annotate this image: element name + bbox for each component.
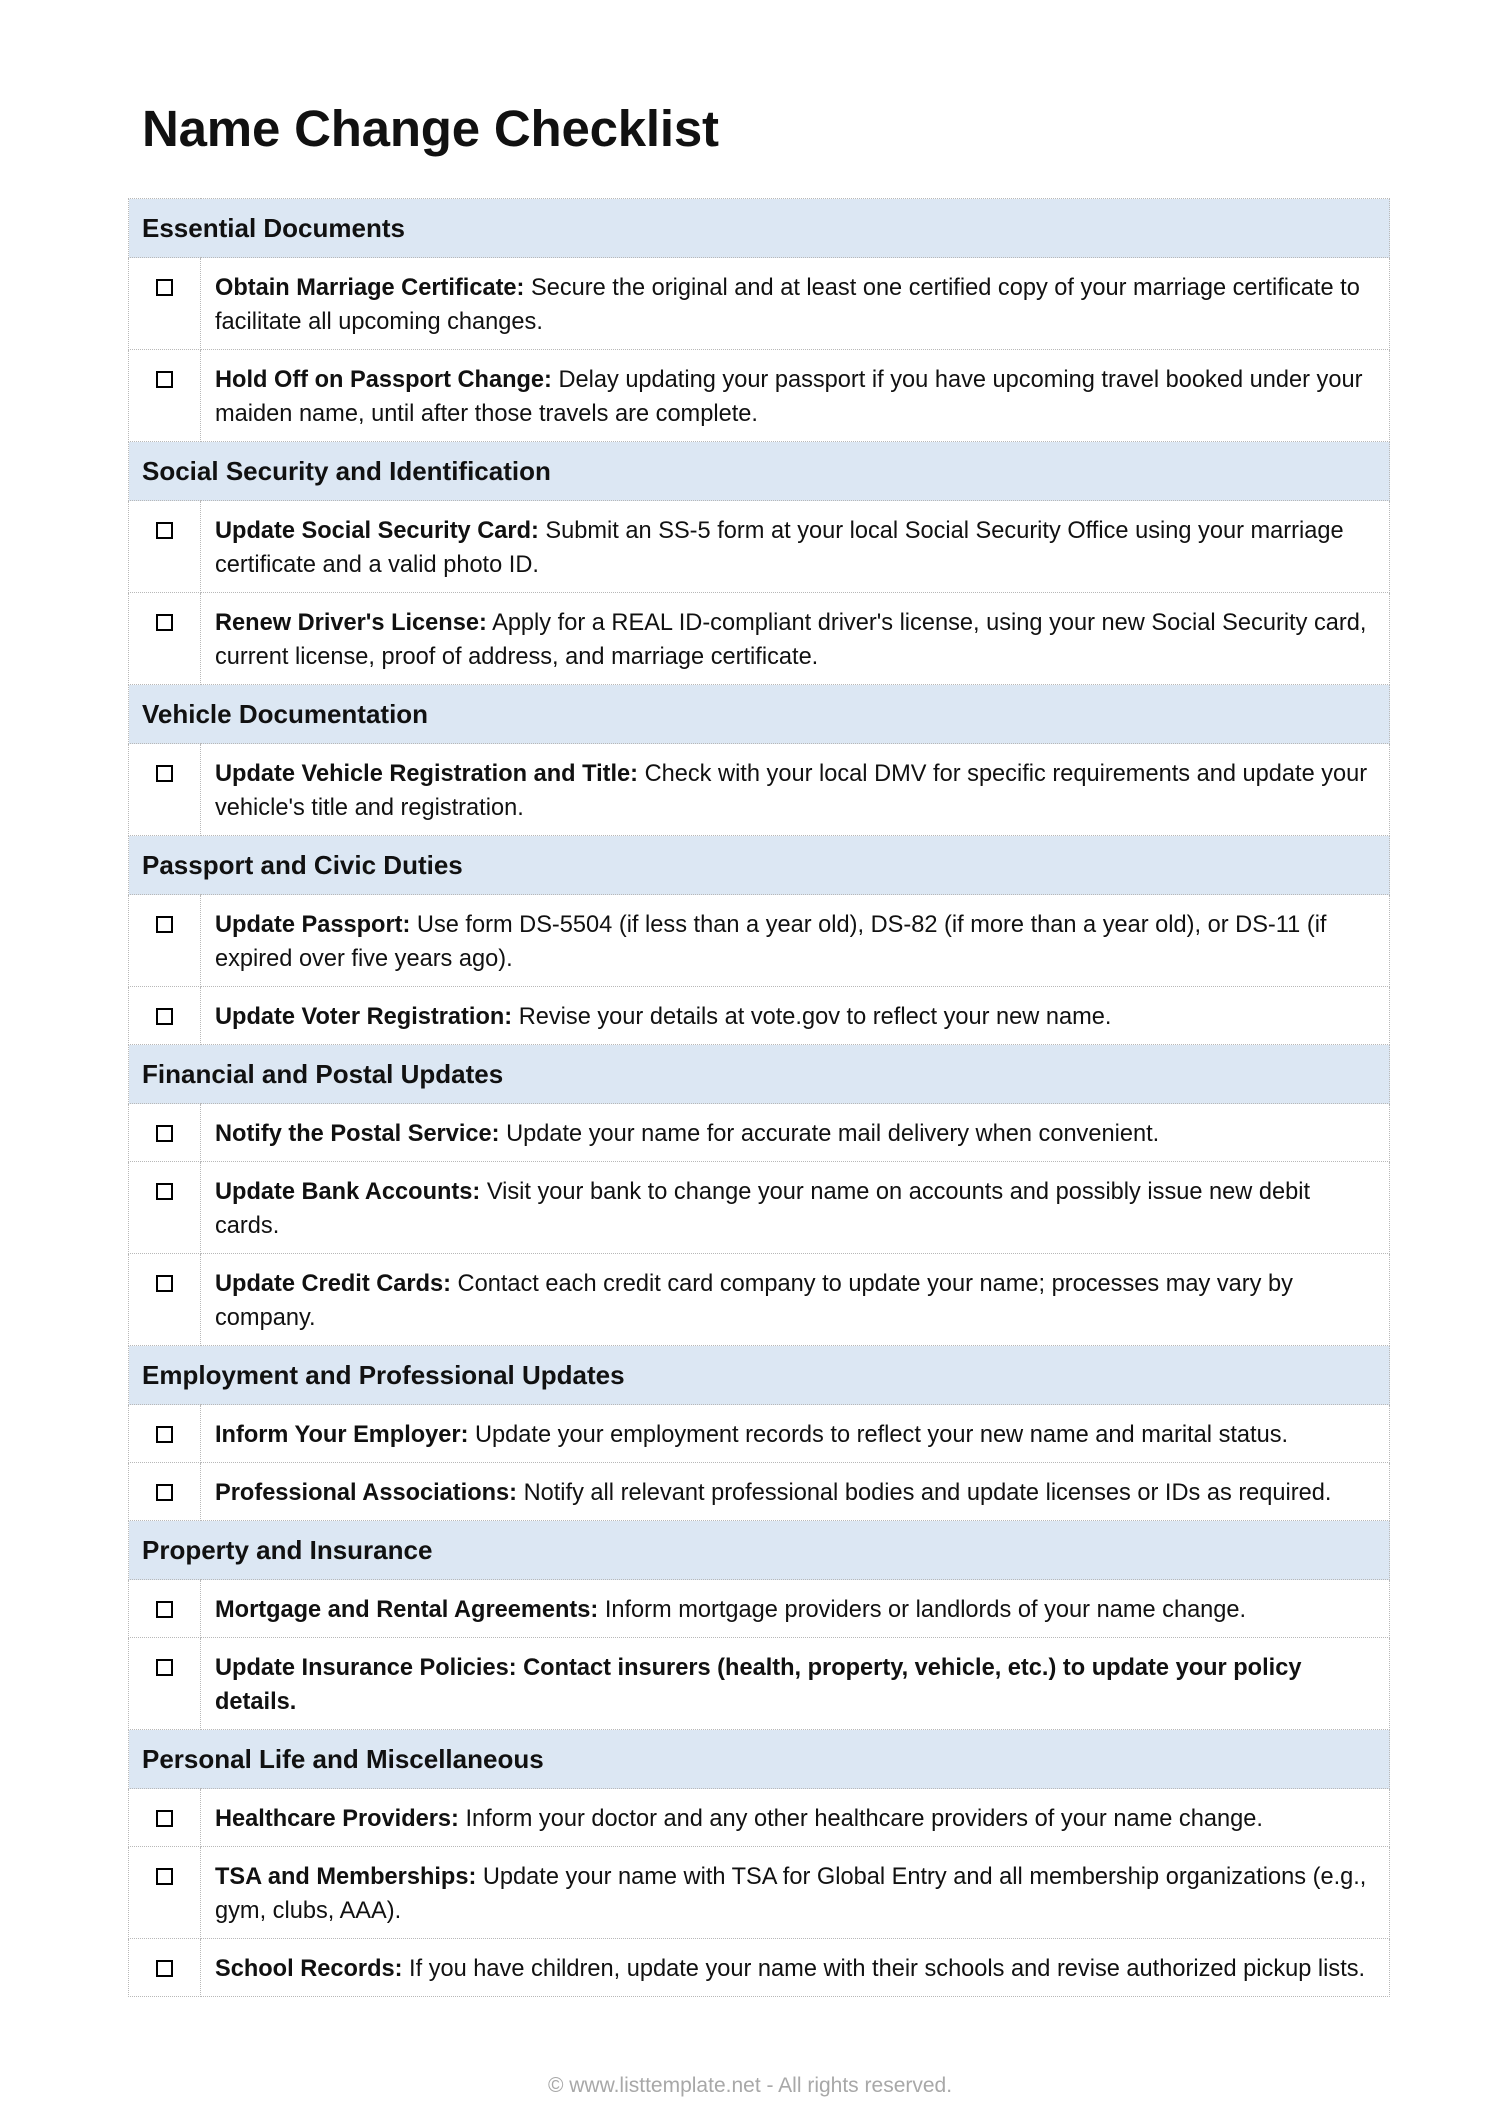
- item-name: Renew Driver's License:: [215, 610, 487, 636]
- checkbox[interactable]: [156, 916, 173, 933]
- item-description: Inform your doctor and any other healthcare providers of your name change.: [465, 1806, 1263, 1832]
- checkbox-cell: [129, 1463, 201, 1521]
- checkbox-cell: [129, 1789, 201, 1847]
- checkbox[interactable]: [156, 1183, 173, 1200]
- item-name: Update Passport:: [215, 912, 411, 938]
- checkbox[interactable]: [156, 1008, 173, 1025]
- section-header-row: [129, 199, 1390, 258]
- checklist-item: [129, 1463, 1390, 1521]
- item-description: Use form DS-5504 (if less than a year old), DS-82 (if more than a year old), or DS-11 (if expired over five years ago).: [215, 912, 1327, 972]
- item-description: Update your name with TSA for Global Entry and all membership organizations (e.g., gym, clubs, AAA).: [215, 1864, 1367, 1924]
- item-description: Submit an SS-5 form at your local Social Security Office using your marriage certificate and a valid photo ID.: [215, 518, 1344, 578]
- item-description: Visit your bank to change your name on accounts and possibly issue new debit cards.: [215, 1179, 1311, 1239]
- item-name: Healthcare Providers:: [215, 1806, 459, 1832]
- item-description: Check with your local DMV for specific requirements and update your vehicle's title and registration.: [215, 761, 1368, 821]
- checklist-item: [129, 593, 1390, 685]
- item-text-cell: [201, 1638, 1390, 1730]
- item-text-cell: [201, 1405, 1390, 1463]
- checkbox-cell: [129, 258, 201, 350]
- item-name: Notify the Postal Service:: [215, 1121, 500, 1147]
- section-title: Social Security and Identification: [129, 442, 1390, 501]
- checklist-item: [129, 1638, 1390, 1730]
- checkbox[interactable]: [156, 1659, 173, 1676]
- checkbox[interactable]: [156, 1810, 173, 1827]
- section-title: Essential Documents: [129, 199, 1390, 258]
- checklist-item: [129, 895, 1390, 987]
- item-name: Obtain Marriage Certificate:: [215, 275, 525, 301]
- item-name: Hold Off on Passport Change:: [215, 367, 552, 393]
- checkbox-cell: [129, 501, 201, 593]
- section-title: Employment and Professional Updates: [129, 1346, 1390, 1405]
- checklist-item: [129, 501, 1390, 593]
- checkbox[interactable]: [156, 1275, 173, 1292]
- checkbox-cell: [129, 1405, 201, 1463]
- checkbox[interactable]: [156, 765, 173, 782]
- item-description: Delay updating your passport if you have upcoming travel booked under your maiden name, until after those travels are complete.: [215, 367, 1363, 427]
- section-header-row: [129, 836, 1390, 895]
- item-text-cell: [201, 1847, 1390, 1939]
- section-title: Passport and Civic Duties: [129, 836, 1390, 895]
- section-header-row: [129, 685, 1390, 744]
- checkbox-cell: [129, 1162, 201, 1254]
- section-header-row: [129, 1045, 1390, 1104]
- item-text-cell: [201, 258, 1390, 350]
- item-name: Mortgage and Rental Agreements:: [215, 1597, 599, 1623]
- checkbox[interactable]: [156, 1484, 173, 1501]
- checkbox[interactable]: [156, 614, 173, 631]
- item-name: Update Bank Accounts:: [215, 1179, 481, 1205]
- checkbox[interactable]: [156, 1960, 173, 1977]
- footer-copyright: © www.listtemplate.net - All rights reserved.: [547, 2074, 953, 2097]
- item-text-cell: [201, 1580, 1390, 1638]
- item-description: Contact insurers (health, property, vehicle, etc.) to update your policy details.: [215, 1655, 1302, 1715]
- checkbox[interactable]: [156, 522, 173, 539]
- checkbox[interactable]: [156, 279, 173, 296]
- item-description: Contact each credit card company to update your name; processes may vary by company.: [215, 1271, 1293, 1331]
- section-header-row: [129, 1521, 1390, 1580]
- item-description: Apply for a REAL ID-compliant driver's license, using your new Social Security card, current license, proof of address, and marriage certificate.: [215, 610, 1367, 670]
- item-name: Update Social Security Card:: [215, 518, 539, 544]
- checkbox-cell: [129, 1104, 201, 1162]
- item-description: Notify all relevant professional bodies and update licenses or IDs as required.: [523, 1480, 1332, 1506]
- item-name: Update Credit Cards:: [215, 1271, 451, 1297]
- item-text-cell: [201, 1939, 1390, 1997]
- item-text-cell: [201, 1463, 1390, 1521]
- item-description: Update your name for accurate mail delivery when convenient.: [506, 1121, 1160, 1147]
- checklist-item: [129, 1580, 1390, 1638]
- item-text-cell: [201, 1162, 1390, 1254]
- checklist-body: [129, 199, 1390, 1997]
- section-title: Property and Insurance: [129, 1521, 1390, 1580]
- item-name: Update Vehicle Registration and Title:: [215, 761, 639, 787]
- checkbox-cell: [129, 1638, 201, 1730]
- checklist-item: [129, 1104, 1390, 1162]
- item-text-cell: [201, 1254, 1390, 1346]
- item-name: School Records:: [215, 1956, 403, 1982]
- item-text-cell: [201, 1104, 1390, 1162]
- checklist-item: [129, 987, 1390, 1045]
- checklist-item: [129, 744, 1390, 836]
- item-description: If you have children, update your name with their schools and revise authorized pickup lists.: [409, 1956, 1366, 1982]
- section-header-row: [129, 1730, 1390, 1789]
- checklist-item: [129, 1162, 1390, 1254]
- section-title: Personal Life and Miscellaneous: [129, 1730, 1390, 1789]
- checkbox[interactable]: [156, 371, 173, 388]
- checkbox-cell: [129, 350, 201, 442]
- checkbox-cell: [129, 1254, 201, 1346]
- checklist-item: [129, 258, 1390, 350]
- checkbox[interactable]: [156, 1426, 173, 1443]
- item-description: Update your employment records to reflect your new name and marital status.: [475, 1422, 1289, 1448]
- item-text-cell: [201, 501, 1390, 593]
- item-name: Update Voter Registration:: [215, 1004, 513, 1030]
- section-header-row: [129, 1346, 1390, 1405]
- checkbox-cell: [129, 593, 201, 685]
- checkbox-cell: [129, 1939, 201, 1997]
- item-name: TSA and Memberships:: [215, 1864, 477, 1890]
- item-text-cell: [201, 987, 1390, 1045]
- item-text-cell: [201, 895, 1390, 987]
- checkbox[interactable]: [156, 1868, 173, 1885]
- checkbox-cell: [129, 744, 201, 836]
- checkbox-cell: [129, 1847, 201, 1939]
- checkbox[interactable]: [156, 1601, 173, 1618]
- item-name: Inform Your Employer:: [215, 1422, 469, 1448]
- checkbox[interactable]: [156, 1125, 173, 1142]
- item-description: Secure the original and at least one certified copy of your marriage certificate to facilitate all upcoming changes.: [215, 275, 1360, 335]
- section-header-row: [129, 442, 1390, 501]
- item-name: Professional Associations:: [215, 1480, 517, 1506]
- item-description: Revise your details at vote.gov to reflect your new name.: [518, 1004, 1112, 1030]
- checklist-item: [129, 350, 1390, 442]
- checkbox-cell: [129, 987, 201, 1045]
- checkbox-cell: [129, 1580, 201, 1638]
- item-text-cell: [201, 350, 1390, 442]
- checklist-item: [129, 1939, 1390, 1997]
- item-text-cell: [201, 593, 1390, 685]
- section-title: Financial and Postal Updates: [129, 1045, 1390, 1104]
- checklist-item: [129, 1847, 1390, 1939]
- checkbox-cell: [129, 895, 201, 987]
- checklist-item: [129, 1789, 1390, 1847]
- item-text-cell: [201, 1789, 1390, 1847]
- section-title: Vehicle Documentation: [129, 685, 1390, 744]
- checklist-table: [128, 198, 1390, 1997]
- checklist-item: [129, 1254, 1390, 1346]
- item-name: Update Insurance Policies:: [215, 1655, 517, 1681]
- checklist-item: [129, 1405, 1390, 1463]
- item-text-cell: [201, 744, 1390, 836]
- item-description: Inform mortgage providers or landlords of your name change.: [604, 1597, 1247, 1623]
- page-title: Name Change Checklist: [142, 100, 719, 157]
